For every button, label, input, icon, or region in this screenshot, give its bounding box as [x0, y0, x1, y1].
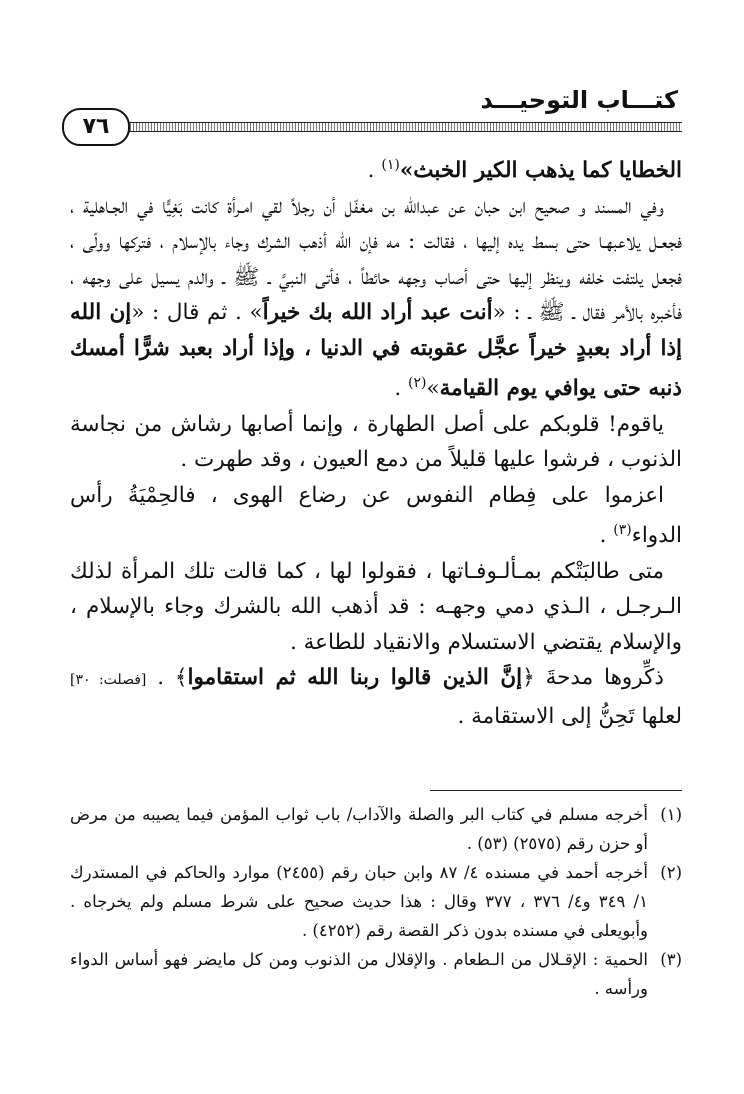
paragraph-4 [70, 478, 682, 554]
paragraph-1-end: . [367, 158, 375, 184]
paragraph-1 [70, 148, 682, 189]
paragraph-4-end: . [599, 523, 614, 549]
footnote-2 [70, 858, 682, 945]
paragraph-2 [70, 189, 682, 407]
hadith-ending: الخطايا كما يذهب الكير الخبث» [399, 158, 682, 184]
paragraph-6 [70, 660, 682, 734]
book-title: كتـــاب التوحيـــد [480, 86, 678, 114]
footnotes [70, 800, 682, 1003]
hadith-quote-2: إن الله إذا أراد بعبدٍ خيراً عجَّل عقوبته في الدنيا ، وإذا أراد بعبد شرًّا أمسك ذنبه حتى يوافي يوم القيامة [70, 300, 682, 402]
quote-connector: » . ثم قال : « [131, 300, 263, 326]
footnote-3 [70, 945, 682, 1003]
footnote-text: أخرجه مسلم في كتاب البر والصلة والآداب/ باب ثواب المؤمن فيما يصيبه من مرض أو حزن رقم (٢٥٧٥) (٥٣) . [70, 805, 648, 853]
paragraph-6-text: ذكِّروها مدحةَ ﴿ [522, 665, 664, 691]
page-number: ٧٦ [62, 108, 130, 146]
surah-reference: [فصلت: ٣٠] [70, 672, 147, 689]
story-text: وفي المسند و صحيح ابن حبان عن عبدالله بن مغفّل أن رجلاً لقي امـرأة كانت بَغِيًّا في الجـاهلية ، فجعـل يلاعبهـا حتى بسط يده إليها ، فقالت : مه فإن الله أذهب الشرك وجاء بالإسلام ، فتركها وولّى ، فجعل يلتفت خلفه وينظر إليها حتى أصاب وجهه حائطاً ، فأتى النبيَّ ـ ﷺ ـ والدم يسيل على وجهه ، فأخبره بالأمر فقال ـ ﷺ ـ : « [70, 193, 682, 326]
footnote-ref-2: (٢) [408, 375, 427, 392]
footnote-text: الحمية : الإقـلال من الـطعام . والإقلال من الذنوب ومن كل مايضر فهو أساس الدواء ورأسه . [70, 950, 648, 998]
footnote-number: (٢) [660, 863, 682, 882]
footnote-1 [70, 800, 682, 858]
paragraph-4-text: اعزموا على فِطام النفوس عن رضاع الهوى ، فالحِمْيَةُ رأس الدواء [70, 482, 682, 549]
paragraph-5: متى طالبَتْكم بمـألـوفـاتها ، فقولوا لها ، كما قالت تلك المرأة لذلك الـرجـل ، الـذي دمي وجهـه : قد أذهب الله بالشرك وجاء بالإسلام ، والإسلام يقتضي الاستسلام والانقياد للطاعة . [70, 558, 682, 655]
footnote-ref-1: (١) [381, 157, 400, 173]
footnote-number: (٣) [660, 950, 682, 969]
footnote-ref-3: (٣) [613, 522, 632, 539]
hadith-quote-1: أنت عبد أراد الله بك خيراً [262, 300, 493, 326]
main-text [70, 148, 682, 734]
header-rule [70, 122, 682, 132]
footnote-text: أخرجه أحمد في مسنده ٤/ ٨٧ وابن حبان رقم (٢٤٥٥) موارد والحاكم في المستدرك ١/ ٣٤٩ و٤/ ٣٧٦ ، ٣٧٧ وقال : هذا حديث صحيح على شرط مسلم ولم يخرجاه . وأبويعلى في مسنده بدون ذكر القصة رقم (٤٢٥٢) . [70, 863, 648, 940]
page-header [70, 78, 682, 138]
paragraph-6-end: لعلها تَحِنُّ إلى الاستقامة . [457, 703, 682, 729]
footnote-number: (١) [660, 805, 682, 824]
quran-verse: إنَّ الذين قالوا ربنا الله ثم استقاموا [187, 665, 523, 691]
paragraph-3: ياقوم! قلوبكم على أصل الطهارة ، وإنما أصابها رشاش من نجاسة الذنوب ، فرشوا عليها قليلاً من دمع العيون ، وقد طهرت . [70, 411, 682, 473]
quote-close: » [426, 376, 440, 402]
verse-close: ﴾ . [146, 665, 188, 691]
paragraph-2-end: . [394, 376, 409, 402]
footnote-separator [430, 790, 682, 791]
